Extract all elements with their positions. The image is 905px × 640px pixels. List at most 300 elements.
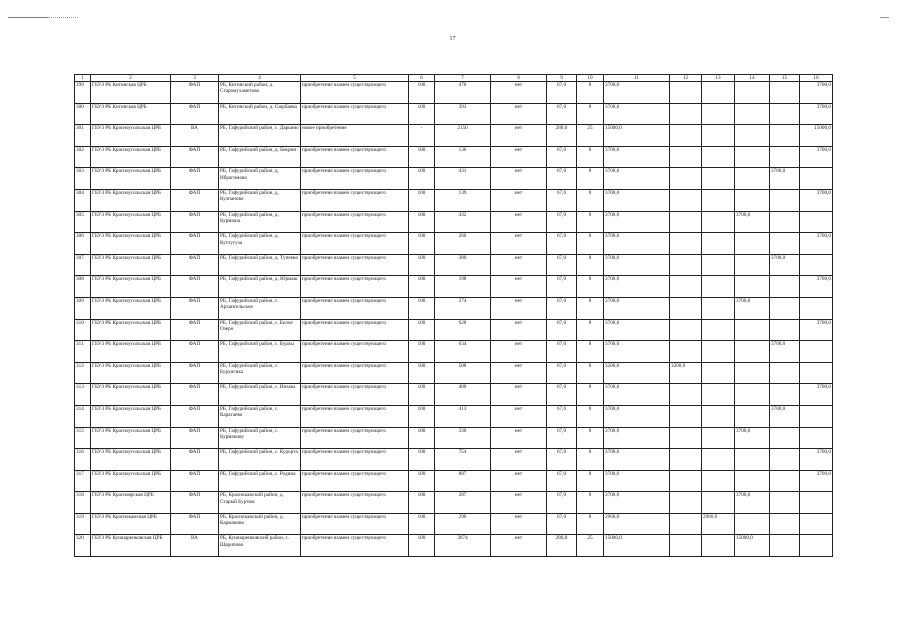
row-number: 305 (75, 211, 91, 233)
col6-cell: 100 (409, 103, 435, 125)
col8-cell: нет (491, 82, 547, 104)
col16-cell (800, 297, 833, 319)
col9-cell: 67,0 (547, 362, 577, 384)
organization-cell: ГБУЗ РБ Красноусольская ЦРБ (91, 189, 171, 211)
col15-cell: 3700,0 (770, 168, 800, 190)
col6-cell: 100 (409, 341, 435, 363)
col9-cell: 67,0 (547, 319, 577, 341)
col6-cell: 100 (409, 513, 435, 535)
col15-cell (770, 125, 800, 147)
address-cell: РБ, Гафурийский район, д. Кутлугуза (219, 233, 301, 255)
column-header: 15 (770, 75, 800, 82)
col13-cell (702, 384, 735, 406)
col6-cell: 100 (409, 384, 435, 406)
col10-cell: 8 (577, 319, 604, 341)
col12-cell (670, 427, 702, 449)
col14-cell (735, 470, 770, 492)
col14-cell (735, 254, 770, 276)
col13-cell (702, 405, 735, 427)
col7-cell: 330 (435, 427, 491, 449)
organization-cell: ГБУЗ РБ Красноусольская ЦРБ (91, 276, 171, 298)
col12-cell (670, 384, 702, 406)
col7-cell: 136 (435, 146, 491, 168)
action-cell: приобретение взамен существующего (301, 211, 409, 233)
column-header: 6 (409, 75, 435, 82)
organization-cell: ГБУЗ РБ Красноусольская ЦРБ (91, 297, 171, 319)
col11-cell: 15000,0 (604, 535, 670, 557)
col9-cell: 67,0 (547, 103, 577, 125)
row-number: 318 (75, 492, 91, 514)
col12-cell (670, 341, 702, 363)
col11-cell: 3700,0 (604, 297, 670, 319)
col7-cell: 393 (435, 103, 491, 125)
address-cell: РБ, Кигинский район, д. Старомухаметово (219, 82, 301, 104)
column-header: 14 (735, 75, 770, 82)
type-cell: ФАП (171, 449, 219, 471)
col10-cell: 8 (577, 449, 604, 471)
col11-cell: 3700,0 (604, 103, 670, 125)
col13-cell (702, 254, 735, 276)
col12-cell (670, 125, 702, 147)
col13-cell (702, 470, 735, 492)
col16-cell (800, 211, 833, 233)
table-row (75, 82, 833, 104)
col6-cell: 100 (409, 276, 435, 298)
address-cell: РБ, Гафурийский район, д. Бекрин (219, 146, 301, 168)
col14-cell (735, 513, 770, 535)
row-number: 300 (75, 103, 91, 125)
col10-cell: 8 (577, 362, 604, 384)
row-number: 311 (75, 341, 91, 363)
type-cell: ФАП (171, 384, 219, 406)
col11-cell: 3200,0 (604, 362, 670, 384)
col11-cell: 3700,0 (604, 405, 670, 427)
action-cell: приобретение взамен существующего (301, 297, 409, 319)
col10-cell: 8 (577, 297, 604, 319)
col11-cell: 2960,0 (604, 513, 670, 535)
col10-cell: 8 (577, 233, 604, 255)
col8-cell: нет (491, 168, 547, 190)
col11-cell: 3700,0 (604, 146, 670, 168)
address-cell: РБ, Гафурийский район, д. Тупеево (219, 254, 301, 276)
col10-cell: 8 (577, 513, 604, 535)
col6-cell: 100 (409, 535, 435, 557)
col16-cell: 3700,0 (800, 470, 833, 492)
address-cell: РБ, Гафурийский район, с. Бурлы (219, 341, 301, 363)
col8-cell: нет (491, 319, 547, 341)
col9-cell: 67,0 (547, 297, 577, 319)
table-row (75, 233, 833, 255)
col6-cell: 100 (409, 319, 435, 341)
action-cell: приобретение взамен существующего (301, 82, 409, 104)
column-header: 1 (75, 75, 91, 82)
type-cell: ФАП (171, 233, 219, 255)
table-row (75, 341, 833, 363)
type-cell: ФАП (171, 254, 219, 276)
action-cell: приобретение взамен существующего (301, 513, 409, 535)
col10-cell: 8 (577, 405, 604, 427)
col11-cell: 3700,0 (604, 276, 670, 298)
col15-cell (770, 189, 800, 211)
action-cell: приобретение взамен существующего (301, 233, 409, 255)
col13-cell (702, 82, 735, 104)
col10-cell: 8 (577, 276, 604, 298)
col10-cell: 8 (577, 211, 604, 233)
col14-cell (735, 319, 770, 341)
col7-cell: 470 (435, 82, 491, 104)
table-row (75, 254, 833, 276)
column-header: 12 (670, 75, 702, 82)
col9-cell: 67,0 (547, 492, 577, 514)
col11-cell: 3700,0 (604, 233, 670, 255)
column-header: 4 (219, 75, 301, 82)
col12-cell (670, 470, 702, 492)
col15-cell: 3700,0 (770, 341, 800, 363)
col12-cell (670, 82, 702, 104)
col14-cell (735, 233, 770, 255)
column-header: 11 (604, 75, 670, 82)
col12-cell (670, 297, 702, 319)
type-cell: ВА (171, 535, 219, 557)
col14-cell (735, 146, 770, 168)
col16-cell (800, 341, 833, 363)
col14-cell (735, 189, 770, 211)
col16-cell: 3700,0 (800, 103, 833, 125)
row-number: 303 (75, 168, 91, 190)
address-cell: РБ, Гафурийский район, д. Ибрагимово (219, 168, 301, 190)
action-cell: приобретение взамен существующего (301, 168, 409, 190)
table-row (75, 405, 833, 427)
col8-cell: нет (491, 470, 547, 492)
col12-cell (670, 211, 702, 233)
col13-cell (702, 233, 735, 255)
row-number: 304 (75, 189, 91, 211)
col14-cell (735, 449, 770, 471)
address-cell: РБ, Гафурийский район, с. Белое Озеро (219, 319, 301, 341)
action-cell: приобретение взамен существующего (301, 427, 409, 449)
col9-cell: 67,0 (547, 513, 577, 535)
table-row (75, 384, 833, 406)
type-cell: ФАП (171, 470, 219, 492)
col7-cell: 2150 (435, 125, 491, 147)
col7-cell: 887 (435, 470, 491, 492)
action-cell: приобретение взамен существующего (301, 405, 409, 427)
col7-cell: 296 (435, 513, 491, 535)
col11-cell: 3700,0 (604, 211, 670, 233)
col14-cell (735, 82, 770, 104)
col12-cell (670, 405, 702, 427)
col14-cell (735, 405, 770, 427)
table-row (75, 103, 833, 125)
col16-cell (800, 535, 833, 557)
address-cell: РБ, Гафурийский район, с. Родина (219, 470, 301, 492)
header-row (75, 75, 833, 82)
col15-cell (770, 211, 800, 233)
col13-cell (702, 341, 735, 363)
col15-cell (770, 513, 800, 535)
col16-cell: 3700,0 (800, 146, 833, 168)
action-cell: приобретение взамен существующего (301, 341, 409, 363)
col11-cell: 3700,0 (604, 319, 670, 341)
col9-cell: 67,0 (547, 405, 577, 427)
action-cell: приобретение взамен существующего (301, 319, 409, 341)
col15-cell: 3700,0 (770, 254, 800, 276)
col10-cell: 8 (577, 254, 604, 276)
col11-cell: 3700,0 (604, 189, 670, 211)
address-cell: РБ, Гафурийский район, д. Кулпаново (219, 189, 301, 211)
col8-cell: нет (491, 449, 547, 471)
col13-cell (702, 189, 735, 211)
col15-cell (770, 82, 800, 104)
col10-cell: 8 (577, 103, 604, 125)
col6-cell: 100 (409, 168, 435, 190)
col15-cell (770, 492, 800, 514)
type-cell: ФАП (171, 146, 219, 168)
col10-cell: 8 (577, 146, 604, 168)
type-cell: ФАП (171, 297, 219, 319)
col11-cell: 3700,0 (604, 470, 670, 492)
column-header: 16 (800, 75, 833, 82)
col7-cell: 754 (435, 449, 491, 471)
col9-cell: 67,0 (547, 211, 577, 233)
type-cell: ВА (171, 125, 219, 147)
address-cell: РБ, Кушнаренковский район, с. Шарипово (219, 535, 301, 557)
col11-cell: 3700,0 (604, 254, 670, 276)
col11-cell: 3700,0 (604, 449, 670, 471)
col6-cell: 100 (409, 405, 435, 427)
col10-cell: 8 (577, 492, 604, 514)
col16-cell: 3700,0 (800, 189, 833, 211)
col13-cell (702, 211, 735, 233)
col9-cell: 67,0 (547, 146, 577, 168)
address-cell: РБ, Гафурийский район, д. Юрмаш (219, 276, 301, 298)
col7-cell: 198 (435, 276, 491, 298)
col14-cell: 3700,0 (735, 492, 770, 514)
col12-cell (670, 319, 702, 341)
col7-cell: 508 (435, 362, 491, 384)
col11-cell: 3700,0 (604, 82, 670, 104)
col16-cell (800, 405, 833, 427)
organization-cell: ГБУЗ РБ Красноусольская ЦРБ (91, 427, 171, 449)
action-cell: приобретение взамен существующего (301, 535, 409, 557)
col13-cell (702, 535, 735, 557)
table-row (75, 427, 833, 449)
organization-cell: ГБУЗ РБ Красноусольская ЦРБ (91, 470, 171, 492)
col15-cell (770, 103, 800, 125)
col8-cell: нет (491, 405, 547, 427)
col14-cell (735, 125, 770, 147)
col7-cell: 432 (435, 211, 491, 233)
type-cell: ФАП (171, 513, 219, 535)
col15-cell (770, 470, 800, 492)
row-number: 316 (75, 449, 91, 471)
col16-cell: 3700,0 (800, 233, 833, 255)
col16-cell: 3700,0 (800, 276, 833, 298)
col13-cell (702, 362, 735, 384)
col6-cell: 100 (409, 470, 435, 492)
col11-cell: 3700,0 (604, 168, 670, 190)
table-row (75, 319, 833, 341)
header-rule (8, 17, 48, 18)
col13-cell (702, 449, 735, 471)
col10-cell: 8 (577, 189, 604, 211)
col7-cell: 431 (435, 168, 491, 190)
type-cell: ФАП (171, 211, 219, 233)
col10-cell: 8 (577, 427, 604, 449)
col13-cell: 2960,0 (702, 513, 735, 535)
row-number: 306 (75, 233, 91, 255)
row-number: 317 (75, 470, 91, 492)
col7-cell: 274 (435, 297, 491, 319)
organization-cell: ГБУЗ РБ Красноусольская ЦРБ (91, 146, 171, 168)
page-number: 17 (449, 36, 456, 42)
table-row (75, 211, 833, 233)
col10-cell: 25 (577, 125, 604, 147)
col12-cell (670, 168, 702, 190)
type-cell: ФАП (171, 276, 219, 298)
col13-cell (702, 276, 735, 298)
col9-cell: 67,0 (547, 341, 577, 363)
organization-cell: ГБУЗ РБ Красноусольская ЦРБ (91, 211, 171, 233)
table-row (75, 492, 833, 514)
table-row (75, 470, 833, 492)
organization-cell: ГБУЗ РБ Красноусольская ЦРБ (91, 254, 171, 276)
address-cell: РБ, Гафурийский район, с. Курманову (219, 427, 301, 449)
address-cell: РБ, Кигинский район, д. Сюрбаева (219, 103, 301, 125)
col16-cell (800, 427, 833, 449)
col13-cell (702, 319, 735, 341)
col8-cell: нет (491, 513, 547, 535)
column-header: 5 (301, 75, 409, 82)
col6-cell: - (409, 125, 435, 147)
row-number: 310 (75, 319, 91, 341)
table-row (75, 189, 833, 211)
col6-cell: 100 (409, 362, 435, 384)
col15-cell (770, 384, 800, 406)
col10-cell: 8 (577, 341, 604, 363)
col14-cell: 3700,0 (735, 297, 770, 319)
address-cell: РБ, Гафурийский район, с. Карагаево (219, 405, 301, 427)
row-number: 312 (75, 362, 91, 384)
row-number: 302 (75, 146, 91, 168)
col9-cell: 67,0 (547, 254, 577, 276)
address-cell: РБ, Гафурийский район, с. Курорта (219, 449, 301, 471)
col7-cell: 400 (435, 384, 491, 406)
action-cell: приобретение взамен существующего (301, 146, 409, 168)
col10-cell: 8 (577, 82, 604, 104)
col6-cell: 100 (409, 427, 435, 449)
type-cell: ФАП (171, 427, 219, 449)
organization-cell: ГБУЗ РБ Кигинская ЦРБ (91, 82, 171, 104)
table-row (75, 449, 833, 471)
col9-cell: 67,0 (547, 168, 577, 190)
col16-cell (800, 513, 833, 535)
address-cell: РБ, Гафурийский район, с. Архангельское (219, 297, 301, 319)
address-cell: РБ, Гафурийский район, с. Бурунсика (219, 362, 301, 384)
type-cell: ФАП (171, 362, 219, 384)
col6-cell: 100 (409, 254, 435, 276)
col6-cell: 100 (409, 297, 435, 319)
col7-cell: 380 (435, 254, 491, 276)
row-number: 314 (75, 405, 91, 427)
row-number: 299 (75, 82, 91, 104)
organization-cell: ГБУЗ РБ Красноусольская ЦРБ (91, 341, 171, 363)
col7-cell: 139 (435, 189, 491, 211)
col9-cell: 280,0 (547, 125, 577, 147)
col11-cell: 3700,0 (604, 427, 670, 449)
column-header: 8 (491, 75, 547, 82)
type-cell: ФАП (171, 103, 219, 125)
col8-cell: нет (491, 492, 547, 514)
table-row (75, 513, 833, 535)
type-cell: ФАП (171, 168, 219, 190)
col7-cell: 634 (435, 341, 491, 363)
col14-cell (735, 341, 770, 363)
col8-cell: нет (491, 362, 547, 384)
action-cell: приобретение взамен существующего (301, 492, 409, 514)
type-cell: ФАП (171, 405, 219, 427)
type-cell: ФАП (171, 82, 219, 104)
organization-cell: ГБУЗ РБ Красноусольская ЦРБ (91, 319, 171, 341)
col15-cell: 3700,0 (770, 405, 800, 427)
type-cell: ФАП (171, 341, 219, 363)
organization-cell: ГБУЗ РБ Красноусольская ЦРБ (91, 362, 171, 384)
col8-cell: нет (491, 146, 547, 168)
col6-cell: 100 (409, 492, 435, 514)
col12-cell (670, 189, 702, 211)
col10-cell: 25 (577, 535, 604, 557)
col13-cell (702, 125, 735, 147)
col8-cell: нет (491, 341, 547, 363)
table-row (75, 146, 833, 168)
organization-cell: ГБУЗ РБ Красноусольская ЦРБ (91, 384, 171, 406)
address-cell: РБ, Гафурийский район, с. Дарьино (219, 125, 301, 147)
organization-cell: ГБУЗ РБ Красноусольская ЦРБ (91, 449, 171, 471)
action-cell: приобретение взамен существующего (301, 254, 409, 276)
column-header: 13 (702, 75, 735, 82)
row-number: 319 (75, 513, 91, 535)
table-row (75, 125, 833, 147)
col16-cell: 3700,0 (800, 319, 833, 341)
table-row (75, 168, 833, 190)
col13-cell (702, 146, 735, 168)
organization-cell: ГБУЗ РБ Красноусольская ЦРБ (91, 233, 171, 255)
organization-cell: ГБУЗ РБ Кушнаренковская ЦРБ (91, 535, 171, 557)
type-cell: ФАП (171, 189, 219, 211)
col8-cell: нет (491, 535, 547, 557)
col7-cell: 628 (435, 319, 491, 341)
col10-cell: 8 (577, 470, 604, 492)
col15-cell (770, 233, 800, 255)
col14-cell (735, 168, 770, 190)
col15-cell (770, 146, 800, 168)
col12-cell (670, 103, 702, 125)
col15-cell (770, 362, 800, 384)
col6-cell: 100 (409, 82, 435, 104)
col14-cell (735, 362, 770, 384)
col13-cell (702, 297, 735, 319)
table-body (75, 82, 833, 557)
col9-cell: 67,0 (547, 384, 577, 406)
action-cell: приобретение взамен существующего (301, 189, 409, 211)
address-cell: РБ, Гафурийский район, д. Курмаша (219, 211, 301, 233)
col10-cell: 8 (577, 384, 604, 406)
table-row (75, 362, 833, 384)
address-cell: РБ, Краснокамский район, д. Старый Буртюк (219, 492, 301, 514)
col15-cell (770, 449, 800, 471)
header-rule-right (880, 17, 889, 18)
col9-cell: 67,0 (547, 449, 577, 471)
